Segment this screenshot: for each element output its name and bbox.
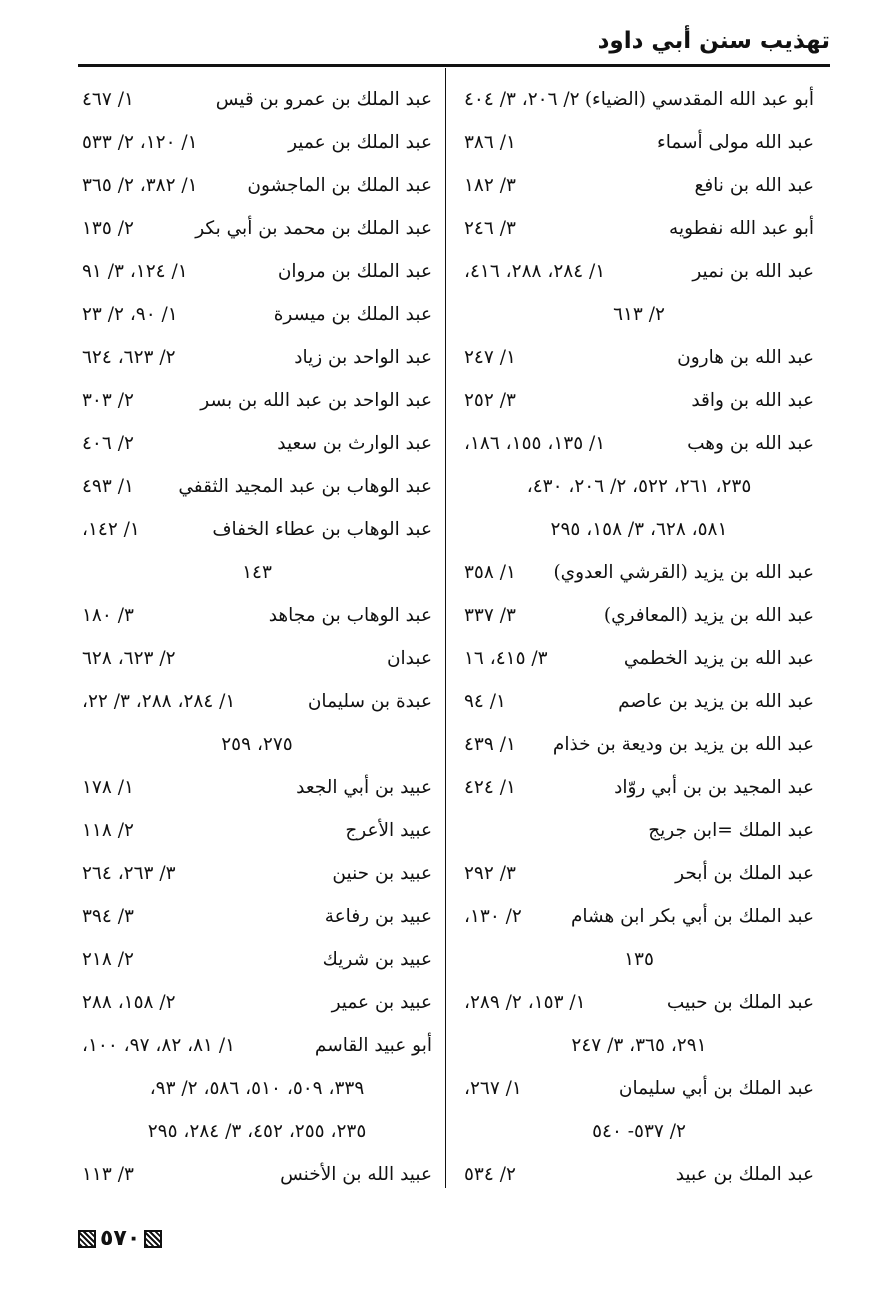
index-entry bbox=[82, 895, 432, 938]
index-entry bbox=[82, 508, 432, 594]
index-entry-line bbox=[82, 336, 432, 379]
entry-name: عبد الله بن وهب bbox=[687, 433, 814, 454]
index-entry bbox=[464, 594, 814, 637]
entry-reference: ٣/ ١٨٠ bbox=[82, 605, 134, 626]
entry-reference: ١/ ٢٨٤، ٢٨٨، ٤١٦، bbox=[464, 261, 606, 282]
index-entry-line bbox=[82, 293, 432, 336]
index-entry-line bbox=[82, 121, 432, 164]
entry-name: عبد الوهاب بن مجاهد bbox=[268, 605, 432, 626]
index-entry-line bbox=[82, 981, 432, 1024]
entry-name: عبد المجيد بن بن أبي روّاد bbox=[614, 777, 814, 798]
index-entry-line bbox=[464, 1067, 814, 1110]
index-entry-line bbox=[82, 938, 432, 981]
entry-name: عبد الملك بن عبيد bbox=[675, 1164, 814, 1185]
entry-name: عبد الله بن يزيد (القرشي العدوي) bbox=[553, 562, 814, 583]
index-entry-line bbox=[464, 121, 814, 164]
index-entry-line bbox=[82, 1024, 432, 1067]
entry-reference: ١/ ٢٨٤، ٢٨٨، ٣/ ٢٢، bbox=[82, 691, 236, 712]
entry-reference-continued: ٥٨١، ٦٢٨، ٣/ ١٥٨، ٢٩٥ bbox=[550, 519, 728, 540]
entry-reference: ٢/ ٢٠٦، ٣/ ٤٠٤ bbox=[464, 89, 580, 110]
entry-reference: ١/ ٣٨٦ bbox=[464, 132, 516, 153]
entry-reference: ٢/ ٤٠٦ bbox=[82, 433, 134, 454]
entry-name: عبيد الله بن الأخنس bbox=[280, 1164, 432, 1185]
entry-reference-continued: ١٣٥ bbox=[624, 949, 654, 970]
index-entry bbox=[464, 981, 814, 1067]
entry-reference: ١/ ١٧٨ bbox=[82, 777, 134, 798]
index-entry-line bbox=[82, 852, 432, 895]
entry-reference: ١/ ١٣٥، ١٥٥، ١٨٦، bbox=[464, 433, 606, 454]
entry-reference: ٣/ ٢٤٦ bbox=[464, 218, 516, 239]
entry-reference: ٢/ ٦٢٣، ٦٢٤ bbox=[82, 347, 176, 368]
index-entry bbox=[464, 723, 814, 766]
ornament-icon bbox=[78, 1230, 96, 1248]
index-entry bbox=[464, 250, 814, 336]
index-entry bbox=[82, 1153, 432, 1196]
index-entry bbox=[82, 78, 432, 121]
index-entry bbox=[82, 336, 432, 379]
entry-name: عبد الملك بن محمد بن أبي بكر bbox=[195, 218, 432, 239]
entry-reference: ١/ ١٢٤، ٣/ ٩١ bbox=[82, 261, 188, 282]
index-entry-line bbox=[464, 336, 814, 379]
entry-name: عبيد الأعرج bbox=[345, 820, 432, 841]
entry-name: عبد الملك بن أبي بكر ابن هشام bbox=[570, 906, 814, 927]
entry-name: عبد الواحد بن زياد bbox=[294, 347, 432, 368]
entry-reference-continued: ٢٣٥، ٢٦١، ٥٢٢، ٢/ ٢٠٦، ٤٣٠، bbox=[526, 476, 752, 497]
index-entry-line bbox=[464, 895, 814, 938]
header-rule bbox=[78, 64, 830, 67]
entry-reference-continued: ١٤٣ bbox=[242, 562, 272, 583]
index-entry bbox=[82, 121, 432, 164]
entry-name: عبد الملك بن أبحر bbox=[675, 863, 814, 884]
index-entry-line bbox=[82, 1153, 432, 1196]
entry-name: عبد الله بن هارون bbox=[677, 347, 814, 368]
index-entry-line bbox=[464, 680, 814, 723]
entry-reference: ١/ ٤٢٤ bbox=[464, 777, 516, 798]
entry-reference: ١/ ٩٠، ٢/ ٢٣ bbox=[82, 304, 178, 325]
entry-name: عبد الوهاب بن عبد المجيد الثقفي bbox=[178, 476, 432, 497]
entry-reference: ١/ ١٢٠، ٢/ ٥٣٣ bbox=[82, 132, 198, 153]
entry-name: عبيد بن رفاعة bbox=[324, 906, 432, 927]
index-entry bbox=[464, 766, 814, 809]
entry-name: أبو عبد الله نفطويه bbox=[669, 218, 814, 239]
index-entry bbox=[82, 422, 432, 465]
entry-reference: ١/ ٢٤٧ bbox=[464, 347, 516, 368]
ornament-icon bbox=[144, 1230, 162, 1248]
entry-reference: ٢/ ٥٣٤ bbox=[464, 1164, 516, 1185]
entry-reference-continued: ٢/ ٦١٣ bbox=[613, 304, 665, 325]
running-head: تهذيب سنن أبي داود bbox=[597, 28, 830, 54]
index-entry-line bbox=[464, 852, 814, 895]
entry-reference: ١/ ٤٩٣ bbox=[82, 476, 134, 497]
entry-name: عبد الوارث بن سعيد bbox=[277, 433, 432, 454]
index-entry-line bbox=[82, 680, 432, 723]
index-entry-line bbox=[82, 164, 432, 207]
index-entry bbox=[82, 1024, 432, 1153]
entry-reference: ١/ ٤٣٩ bbox=[464, 734, 516, 755]
entry-reference: ٣/ ٢٦٣، ٢٦٤ bbox=[82, 863, 176, 884]
index-entry-line bbox=[464, 723, 814, 766]
entry-reference-continued: ٢٣٥، ٢٥٥، ٤٥٢، ٣/ ٢٨٤، ٢٩٥ bbox=[147, 1121, 367, 1142]
index-entry-line bbox=[82, 809, 432, 852]
index-entry-line bbox=[464, 164, 814, 207]
index-entry bbox=[464, 1067, 814, 1153]
entry-name: عبد الملك بن ميسرة bbox=[273, 304, 432, 325]
entry-name: عبيد بن عمير bbox=[331, 992, 432, 1013]
index-entry-line bbox=[464, 379, 814, 422]
entry-reference: ١/ ٩٤ bbox=[464, 691, 506, 712]
entry-name: عبد الملك بن مروان bbox=[277, 261, 432, 282]
index-entry-line bbox=[82, 766, 432, 809]
index-entry-line bbox=[464, 766, 814, 809]
entry-name: عبد الملك بن الماجشون bbox=[247, 175, 432, 196]
index-entry-line bbox=[82, 379, 432, 422]
entry-reference: ١/ ٨١، ٨٢، ٩٧، ١٠٠، bbox=[82, 1035, 236, 1056]
index-entry-line bbox=[464, 637, 814, 680]
index-entry bbox=[464, 207, 814, 250]
index-entry bbox=[82, 207, 432, 250]
index-entry bbox=[464, 895, 814, 981]
entry-name: عبيد بن أبي الجعد bbox=[296, 777, 432, 798]
entry-reference: ٢/ ٢١٨ bbox=[82, 949, 134, 970]
index-entry-line bbox=[82, 637, 432, 680]
index-entry bbox=[82, 938, 432, 981]
entry-reference: ٣/ ١٨٢ bbox=[464, 175, 516, 196]
index-entry-line bbox=[82, 895, 432, 938]
index-entry bbox=[464, 164, 814, 207]
index-entry bbox=[82, 637, 432, 680]
index-entry-line bbox=[464, 207, 814, 250]
index-entry-line bbox=[464, 1153, 814, 1196]
entry-name: عبد الله بن يزيد الخطمي bbox=[623, 648, 814, 669]
index-entry-line bbox=[464, 809, 814, 852]
entry-reference: ١/ ٣٨٢، ٢/ ٣٦٥ bbox=[82, 175, 198, 196]
entry-reference: ٢/ ١١٨ bbox=[82, 820, 134, 841]
entry-reference: ٢/ ٦٢٣، ٦٢٨ bbox=[82, 648, 176, 669]
entry-name: أبو عبيد القاسم bbox=[314, 1035, 432, 1056]
index-entry bbox=[464, 551, 814, 594]
index-entry bbox=[464, 78, 814, 121]
index-entry bbox=[82, 250, 432, 293]
entry-name: عبد الله بن يزيد بن عاصم bbox=[618, 691, 814, 712]
entry-name: عبد الله بن نمير bbox=[692, 261, 814, 282]
column-divider bbox=[445, 68, 446, 1188]
index-entry bbox=[464, 1153, 814, 1196]
index-entry-line bbox=[82, 594, 432, 637]
index-entry-line bbox=[82, 250, 432, 293]
entry-name: عبدان bbox=[386, 648, 432, 669]
entry-reference: ١/ ٢٦٧، bbox=[464, 1078, 522, 1099]
entry-name: عبيد بن حنين bbox=[332, 863, 432, 884]
entry-name: عبد الملك بن عمرو بن قيس bbox=[215, 89, 432, 110]
page-footer bbox=[78, 1226, 162, 1251]
index-entry-line bbox=[82, 422, 432, 465]
entry-name: عبد الله بن واقد bbox=[691, 390, 814, 411]
index-entry bbox=[464, 637, 814, 680]
index-entry bbox=[464, 121, 814, 164]
entry-name: أبو عبد الله المقدسي (الضياء) bbox=[584, 89, 814, 110]
entry-reference-continued: ٢٧٥، ٢٥٩ bbox=[221, 734, 293, 755]
entry-reference-continued: ٢٩١، ٣٦٥، ٣/ ٢٤٧ bbox=[571, 1035, 707, 1056]
index-entry bbox=[82, 981, 432, 1024]
index-entry bbox=[82, 766, 432, 809]
index-entry bbox=[464, 809, 814, 852]
index-entry bbox=[82, 852, 432, 895]
index-entry-line bbox=[82, 508, 432, 551]
index-entry-line bbox=[464, 250, 814, 293]
index-entry-line bbox=[464, 981, 814, 1024]
entry-reference-continued: ٢/ ٥٣٧- ٥٤٠ bbox=[592, 1121, 686, 1142]
index-entry-line bbox=[464, 422, 814, 465]
index-entry bbox=[464, 422, 814, 551]
index-entry bbox=[82, 379, 432, 422]
entry-reference: ٣/ ٢٩٢ bbox=[464, 863, 516, 884]
entry-reference: ٣/ ٢٥٢ bbox=[464, 390, 516, 411]
index-entry bbox=[82, 809, 432, 852]
entry-name: عبد الملك بن عمير bbox=[288, 132, 432, 153]
entry-name: عبدة بن سليمان bbox=[307, 691, 432, 712]
entry-reference: ٢/ ١٥٨، ٢٨٨ bbox=[82, 992, 176, 1013]
index-entry bbox=[82, 293, 432, 336]
entry-reference: ٣/ ١١٣ bbox=[82, 1164, 134, 1185]
entry-name: عبد الله بن يزيد بن وديعة بن خذام bbox=[552, 734, 814, 755]
index-entry-line bbox=[82, 207, 432, 250]
index-entry bbox=[82, 594, 432, 637]
entry-name: عبيد بن شريك bbox=[322, 949, 432, 970]
entry-name: عبد الواحد بن عبد الله بن بسر bbox=[200, 390, 432, 411]
entry-reference: ١/ ١٤٢، bbox=[82, 519, 140, 540]
index-entry bbox=[464, 336, 814, 379]
index-entry bbox=[464, 680, 814, 723]
entry-reference: ٣/ ٣٩٤ bbox=[82, 906, 134, 927]
entry-name: عبد الله مولى أسماء bbox=[657, 132, 814, 153]
index-entry bbox=[464, 379, 814, 422]
entry-name: عبد الملك بن أبي سليمان bbox=[618, 1078, 814, 1099]
entry-name: عبد الملك =ابن جريج bbox=[648, 820, 814, 841]
entry-reference: ٢/ ١٣٥ bbox=[82, 218, 134, 239]
index-entry bbox=[82, 680, 432, 766]
index-entry bbox=[82, 465, 432, 508]
entry-reference: ٣/ ٤١٥، ١٦ bbox=[464, 648, 548, 669]
index-entry-line bbox=[82, 465, 432, 508]
entry-name: عبد الملك بن حبيب bbox=[666, 992, 814, 1013]
entry-reference: ٢/ ١٣٠، bbox=[464, 906, 522, 927]
page-number: ٥٧٠ bbox=[100, 1226, 141, 1251]
index-column-left bbox=[82, 78, 432, 1196]
entry-name: عبد الله بن يزيد (المعافري) bbox=[603, 605, 814, 626]
entry-reference-continued: ٣٣٩، ٥٠٩، ٥١٠، ٥٨٦، ٢/ ٩٣، bbox=[149, 1078, 365, 1099]
index-entry-line bbox=[464, 594, 814, 637]
index-entry bbox=[82, 164, 432, 207]
index-entry-line bbox=[82, 78, 432, 121]
index-entry-line bbox=[464, 78, 814, 121]
entry-name: عبد الوهاب بن عطاء الخفاف bbox=[212, 519, 432, 540]
entry-reference: ١/ ٣٥٨ bbox=[464, 562, 516, 583]
index-column-right bbox=[464, 78, 814, 1196]
entry-name: عبد الله بن نافع bbox=[694, 175, 814, 196]
entry-reference: ٢/ ٣٠٣ bbox=[82, 390, 134, 411]
index-entry bbox=[464, 852, 814, 895]
entry-reference: ١/ ١٥٣، ٢/ ٢٨٩، bbox=[464, 992, 586, 1013]
entry-reference: ٣/ ٣٣٧ bbox=[464, 605, 516, 626]
entry-reference: ١/ ٤٦٧ bbox=[82, 89, 134, 110]
index-entry-line bbox=[464, 551, 814, 594]
